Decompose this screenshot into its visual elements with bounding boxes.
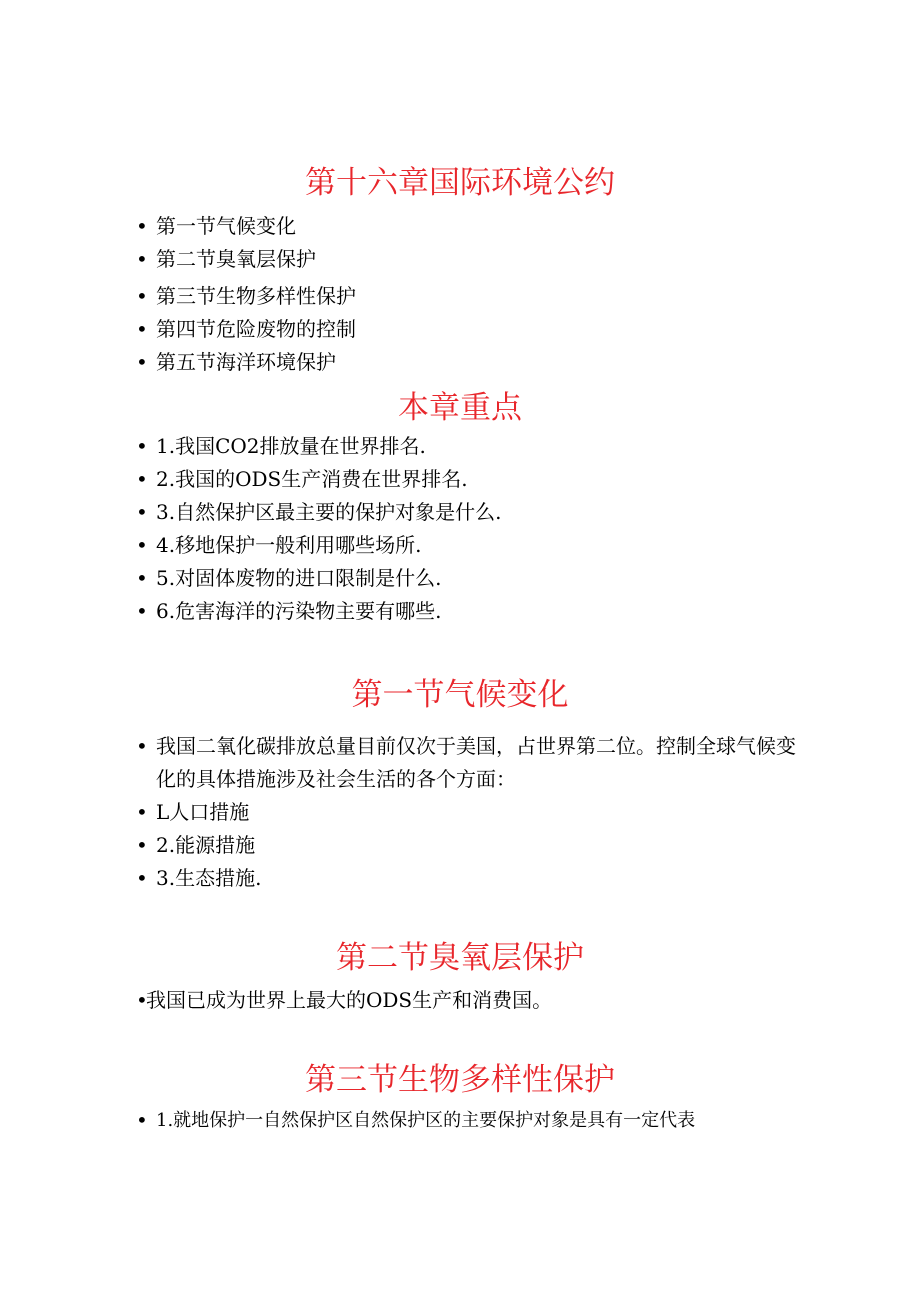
bullet-icon: • <box>136 350 148 374</box>
list-item-text: 我国二氧化碳排放总量目前仅次于美国，占世界第二位。控制全球气候变化的具体措施涉及社会生活的各个方面： <box>156 734 796 791</box>
bullet-icon: • <box>136 214 148 238</box>
bullet-icon: • <box>136 833 148 857</box>
bullet-icon: • <box>136 284 148 308</box>
bullet-icon: • <box>136 800 148 824</box>
list-item <box>136 280 356 313</box>
list-item-text: 4.移地保护一般利用哪些场所. <box>156 533 422 557</box>
key-points-list <box>136 430 501 628</box>
list-item-text: 3.生态措施. <box>156 866 262 890</box>
list-item-text: 2.能源措施 <box>156 833 256 857</box>
list-item <box>136 210 356 243</box>
list-item <box>136 796 806 829</box>
list-item <box>136 562 501 595</box>
list-item-text: 5.对固体废物的进口限制是什么. <box>156 566 442 590</box>
list-item <box>136 862 806 895</box>
bullet-icon: • <box>136 599 148 623</box>
section3-list <box>136 1104 695 1137</box>
list-item-text: 第一节气候变化 <box>156 214 296 238</box>
chapter-title: 第十六章国际环境公约 <box>305 165 615 201</box>
list-item-text: 6.危害海洋的污染物主要有哪些. <box>156 599 442 623</box>
list-item <box>136 595 501 628</box>
section3-title: 第三节生物多样性保护 <box>305 1062 615 1098</box>
list-item <box>136 496 501 529</box>
key-points-title: 本章重点 <box>398 390 522 426</box>
list-item <box>136 243 356 276</box>
list-item <box>136 430 501 463</box>
bullet-icon: • <box>136 1108 148 1132</box>
bullet-icon: • <box>136 866 148 890</box>
bullet-icon: • <box>136 734 148 758</box>
section1-list <box>136 730 806 895</box>
list-item-text: 3.自然保护区最主要的保护对象是什么. <box>156 500 502 524</box>
list-item <box>136 730 806 796</box>
list-item-text: 第五节海洋环境保护 <box>156 350 336 374</box>
bullet-icon: • <box>136 467 148 491</box>
list-item <box>136 984 552 1017</box>
bullet-icon: • <box>136 247 148 271</box>
list-item-text: 1.我国CO2排放量在世界排名. <box>156 434 426 458</box>
list-item-text: 我国已成为世界上最大的ODS生产和消费国。 <box>146 988 553 1012</box>
list-item <box>136 463 501 496</box>
bullet-icon: • <box>136 988 148 1012</box>
list-item <box>136 346 356 379</box>
section1-title: 第一节气候变化 <box>351 677 569 713</box>
section2-title: 第二节臭氧层保护 <box>336 940 584 976</box>
list-item <box>136 1104 695 1137</box>
bullet-icon: • <box>136 317 148 341</box>
list-item-text: 1.就地保护一自然保护区自然保护区的主要保护对象是具有一定代表 <box>156 1110 696 1131</box>
list-item-text: 第三节生物多样性保护 <box>156 284 356 308</box>
list-item-text: 第二节臭氧层保护 <box>156 247 316 271</box>
list-item-text: L人口措施 <box>156 800 250 824</box>
section2-list <box>136 984 552 1017</box>
list-item <box>136 313 356 346</box>
list-item <box>136 829 806 862</box>
list-item-text: 第四节危险废物的控制 <box>156 317 356 341</box>
bullet-icon: • <box>136 434 148 458</box>
list-item <box>136 529 501 562</box>
list-item-text: 2.我国的ODS生产消费在世界排名. <box>156 467 468 491</box>
bullet-icon: • <box>136 533 148 557</box>
chapter-section-list <box>136 210 356 379</box>
bullet-icon: • <box>136 566 148 590</box>
bullet-icon: • <box>136 500 148 524</box>
